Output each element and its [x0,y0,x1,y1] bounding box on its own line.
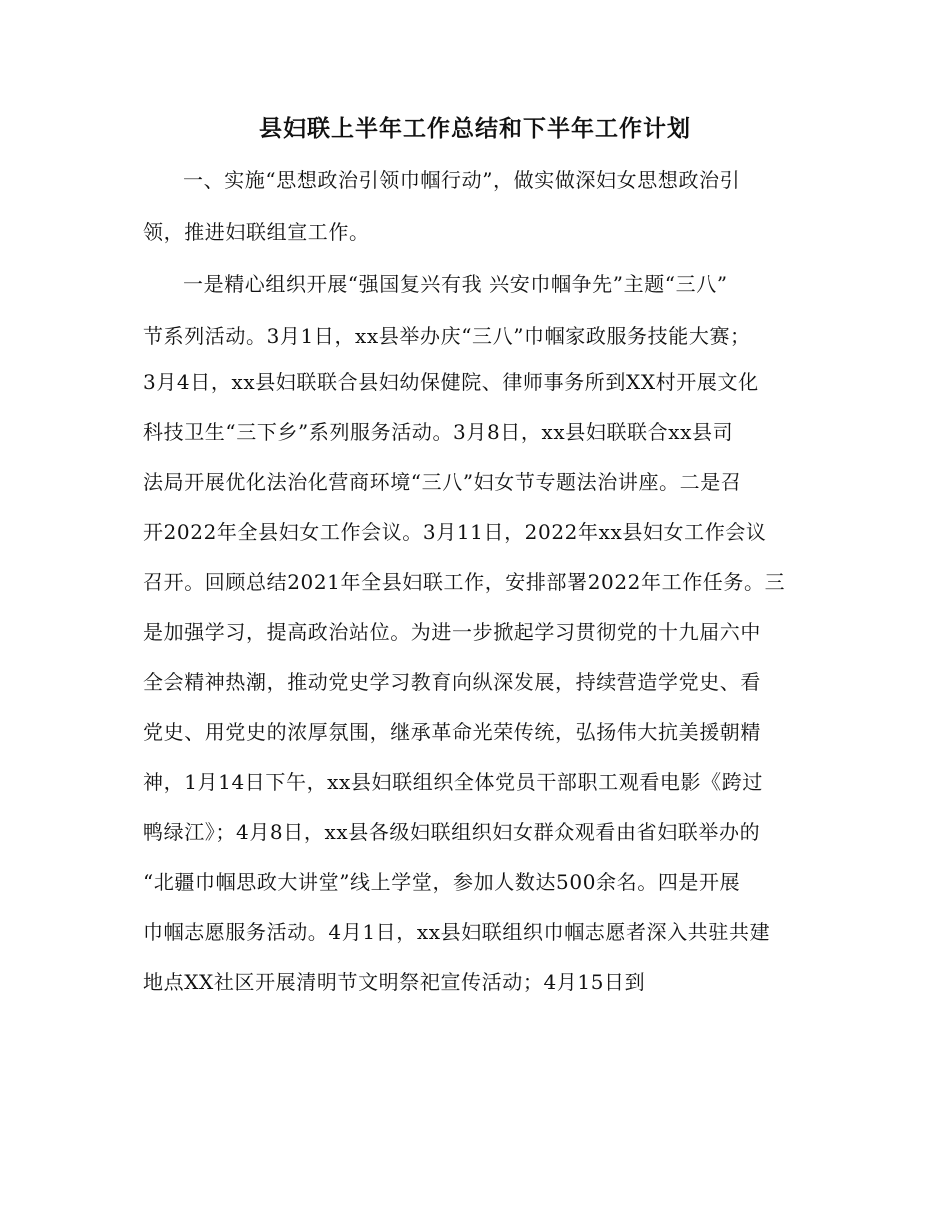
paragraph-line: 党史、用党史的浓厚氛围，继承革命光荣传统，弘扬伟大抗美援朝精 [143,720,761,744]
paragraph-line: 3月4日，xx县妇联联合县妇幼保健院、律师事务所到XX村开展文化 [143,370,759,394]
paragraph-line: 法局开展优化法治化营商环境“三八”妇女节专题法治讲座。二是召 [143,470,742,494]
paragraph-line: 是加强学习，提高政治站位。为进一步掀起学习贯彻党的十九届六中 [143,620,761,644]
paragraph-line: 召开。回顾总结2021年全县妇联工作，安排部署2022年工作任务。三 [143,570,786,594]
paragraph-line: 科技卫生“三下乡”系列服务活动。3月8日，xx县妇联联合xx县司 [143,420,734,444]
paragraph-line: 开2022年全县妇女工作会议。3月11日，2022年xx县妇女工作会议 [143,520,767,544]
paragraph-line: 地点XX社区开展清明节文明祭祀宣传活动；4月15日到 [143,970,646,994]
paragraph-line: 巾帼志愿服务活动。4月1日，xx县妇联组织巾帼志愿者深入共驻共建 [143,920,771,944]
paragraph-line: “北疆巾帼思政大讲堂”线上学堂，参加人数达500余名。四是开展 [143,870,741,894]
paragraph-line: 鸭绿江》；4月8日，xx县各级妇联组织妇女群众观看由省妇联举办的 [143,820,761,844]
paragraph-line: 一、实施“思想政治引领巾帼行动”，做实做深妇女思想政治引 [183,168,741,192]
paragraph-line: 领，推进妇联组宣工作。 [143,220,370,244]
paragraph-line: 全会精神热潮，推动党史学习教育向纵深发展，持续营造学党史、看 [143,670,761,694]
document-title: 县妇联上半年工作总结和下半年工作计划 [259,115,691,142]
paragraph-line: 神，1月14日下午，xx县妇联组织全体党员干部职工观看电影《跨过 [143,770,763,794]
paragraph-line: 一是精心组织开展“强国复兴有我 兴安巾帼争先”主题“三八” [183,272,728,296]
paragraph-line: 节系列活动。3月1日，xx县举办庆“三八”巾帼家政服务技能大赛； [143,324,751,348]
